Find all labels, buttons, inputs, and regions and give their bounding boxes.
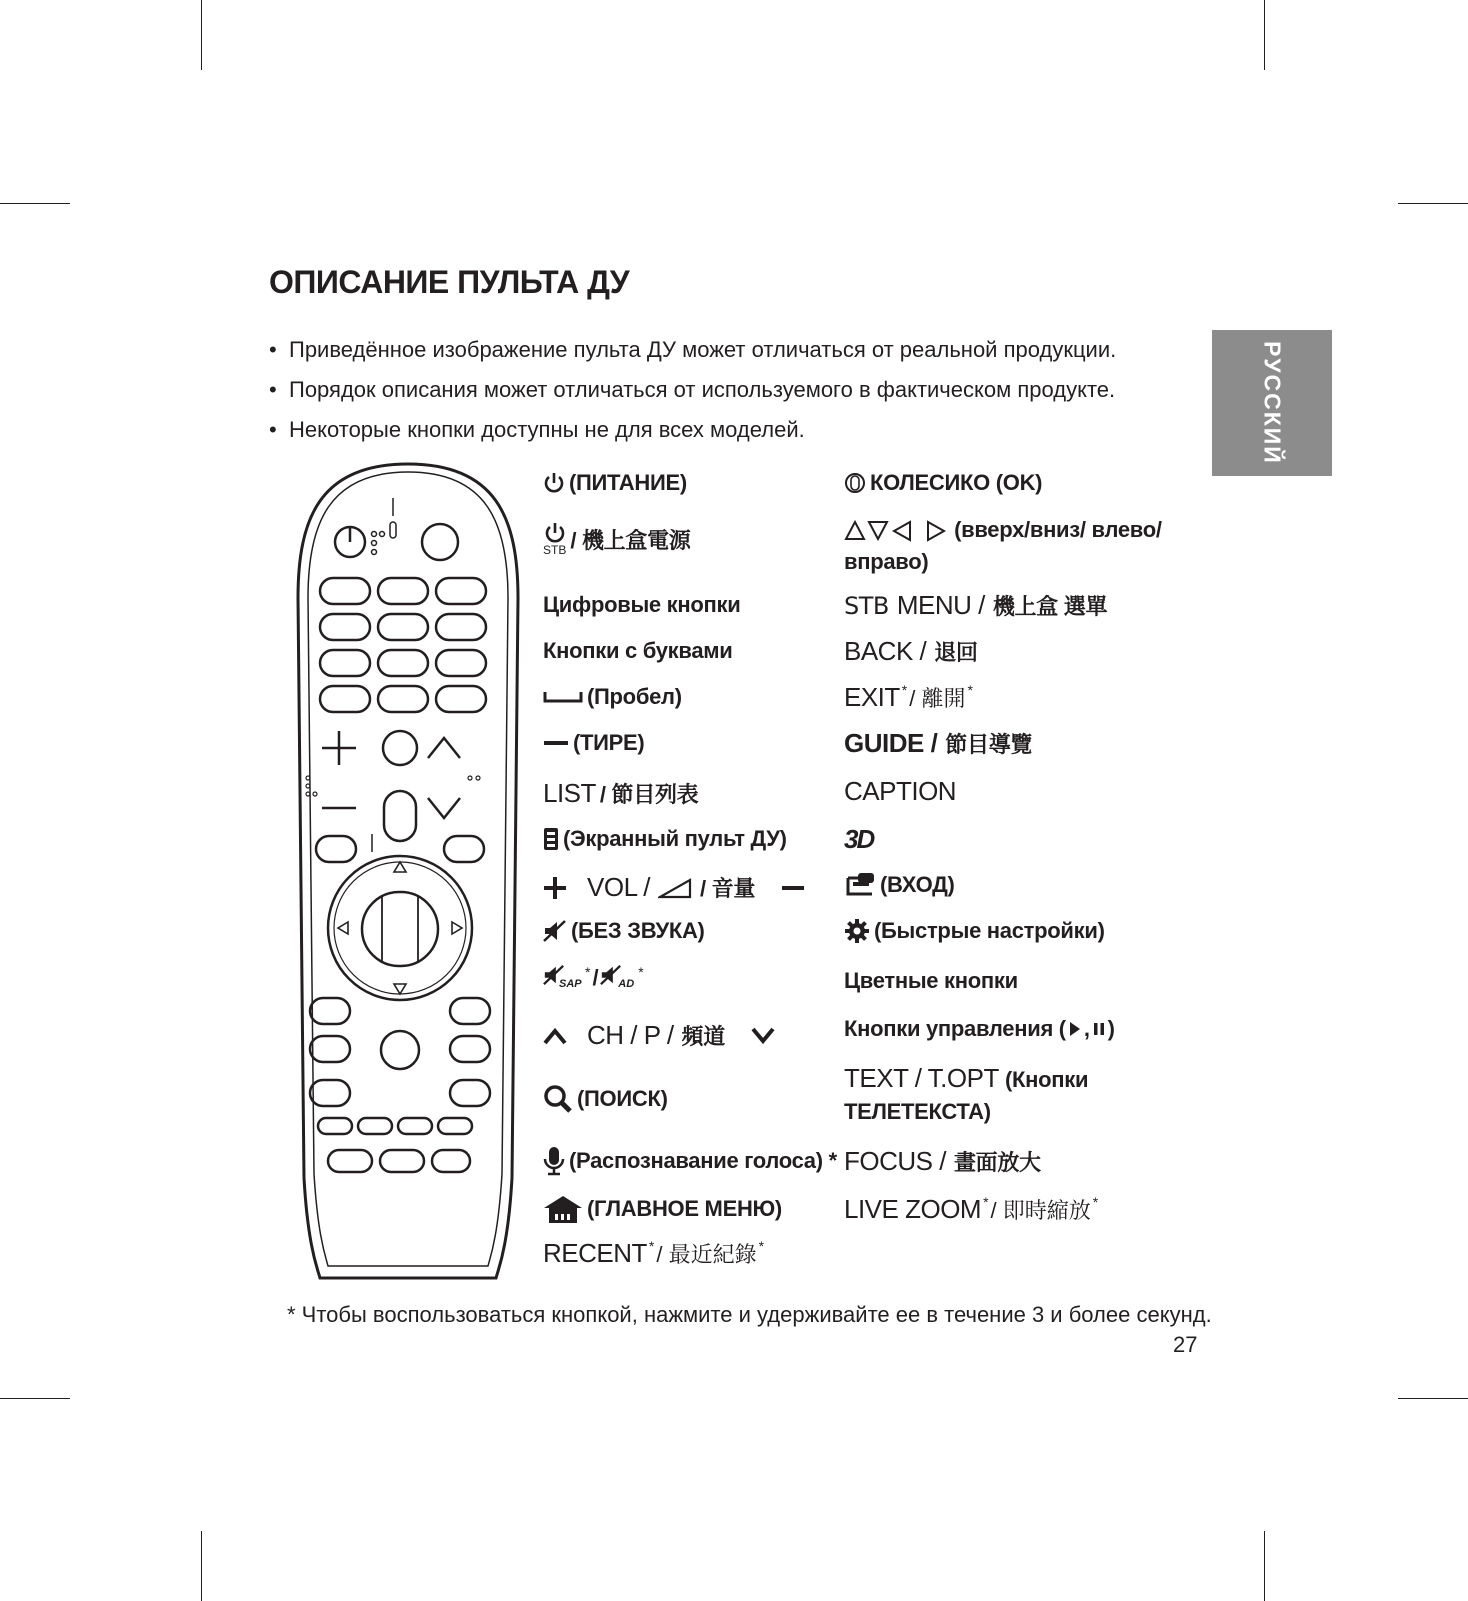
three-d-label: 3D <box>844 824 874 854</box>
star-mark: * <box>967 682 973 698</box>
quick-settings-entry <box>844 918 1105 944</box>
caption-entry <box>844 776 956 807</box>
star-mark: * <box>648 1238 655 1254</box>
crop-mark <box>1398 203 1468 204</box>
volume-entry <box>543 872 805 903</box>
list-item: • Некоторые кнопки доступны не для всех моделей. <box>269 410 1116 450</box>
onscreen-remote-icon <box>543 827 559 851</box>
channel-entry <box>543 1020 775 1051</box>
crop-mark <box>1264 1531 1265 1601</box>
stb-power-icon <box>543 522 566 556</box>
space-label: (Пробел) <box>587 684 682 709</box>
channel-suffix: 頻道 <box>681 1024 725 1049</box>
stb-menu-stb: STB <box>844 591 889 620</box>
stb-power-label: / 機上盒電源 <box>570 527 691 553</box>
dash-label: (ТИРЕ) <box>573 730 645 755</box>
recent-label: RECENT <box>543 1238 647 1268</box>
crop-mark <box>1264 0 1265 70</box>
footnote: * Чтобы воспользоваться кнопкой, нажмите и удерживайте ее в течение 3 и более секунд. <box>287 1302 1212 1327</box>
back-label: BACK / <box>844 636 927 666</box>
volume-suffix: / 音量 <box>700 876 756 901</box>
exit-suffix: / 離開 <box>909 686 966 711</box>
crop-mark <box>1398 1398 1468 1399</box>
focus-entry <box>844 1146 1041 1177</box>
remote-control-illustration <box>290 458 526 1286</box>
star-mark: * <box>901 682 908 698</box>
exit-label: EXIT <box>844 682 900 712</box>
ad-label: AD <box>618 978 635 990</box>
crop-mark <box>201 1531 202 1601</box>
plus-icon <box>543 876 567 900</box>
ad-mute-icon <box>600 964 636 992</box>
power-entry <box>543 470 687 496</box>
space-bar-icon <box>543 690 583 704</box>
slash: / <box>592 965 599 990</box>
arrow-keys-icon <box>844 519 948 543</box>
digit-buttons-entry <box>543 592 740 618</box>
color-buttons-label: Цветные кнопки <box>844 968 1018 993</box>
star-mark: * <box>758 1238 765 1254</box>
focus-suffix: 畫面放大 <box>953 1150 1041 1175</box>
star-mark: * <box>585 964 591 980</box>
home-entry <box>543 1194 782 1224</box>
live-zoom-suffix: / 即時縮放 <box>990 1198 1091 1223</box>
list-suffix: / 節目列表 <box>599 782 699 807</box>
arrows-label: (вверх/вниз/ влево/ вправо) <box>844 517 1162 574</box>
play-icon <box>1069 1021 1081 1037</box>
text-label: TEXT / T.OPT <box>844 1063 999 1093</box>
wheel-icon <box>844 472 866 494</box>
arrows-entry <box>844 514 1164 578</box>
notes-list <box>269 330 1116 450</box>
mute-entry <box>543 918 705 944</box>
input-label: (ВХОД) <box>880 872 955 897</box>
guide-entry <box>844 728 1032 759</box>
text-entry <box>844 1062 1134 1128</box>
color-buttons-entry <box>844 968 1018 994</box>
star-mark: * <box>638 964 644 980</box>
onscreen-remote-entry <box>543 826 787 852</box>
list-item: • Приведённое изображение пульта ДУ может отличаться от реальной продукции. <box>269 330 1116 370</box>
crop-mark <box>0 1398 70 1399</box>
home-label: (ГЛАВНОЕ МЕНЮ) <box>587 1196 782 1221</box>
list-item: • Порядок описания может отличаться от используемого в фактическом продукте. <box>269 370 1116 410</box>
home-icon <box>543 1194 583 1224</box>
wheel-label: КОЛЕСИКО (OK) <box>870 470 1043 495</box>
guide-suffix: 節目導覽 <box>945 732 1033 757</box>
letter-buttons-entry <box>543 638 732 664</box>
stb-power-entry <box>543 522 690 556</box>
stb-menu-entry <box>844 590 1107 621</box>
volume-wedge-icon <box>658 877 692 899</box>
text-suffix: (Кнопки ТЕЛЕТЕКСТА) <box>844 1067 1089 1124</box>
search-entry <box>543 1084 668 1114</box>
chevron-up-icon <box>543 1026 567 1046</box>
back-suffix: 退回 <box>934 640 978 665</box>
voice-label: (Распознавание голоса) * <box>569 1148 837 1173</box>
close-paren: ) <box>1107 1016 1115 1041</box>
dash-icon <box>543 738 569 748</box>
search-label: (ПОИСК) <box>577 1086 668 1111</box>
focus-label: FOCUS / <box>844 1146 946 1176</box>
live-zoom-label: LIVE ZOOM <box>844 1194 982 1224</box>
stb-menu-label: MENU / <box>896 590 985 620</box>
control-buttons-entry <box>844 1016 1115 1042</box>
star-mark: * <box>1092 1194 1099 1210</box>
gear-icon <box>844 918 870 944</box>
wheel-entry <box>844 470 1042 496</box>
list-entry <box>543 778 698 809</box>
guide-label: GUIDE / <box>844 728 938 758</box>
crop-mark <box>201 0 202 70</box>
quick-settings-label: (Быстрые настройки) <box>874 918 1105 943</box>
page-title: ОПИСАНИЕ ПУЛЬТА ДУ <box>269 264 630 300</box>
microphone-icon <box>543 1146 565 1176</box>
input-icon <box>844 872 876 898</box>
search-icon <box>543 1084 573 1114</box>
stb-menu-suffix: 機上盒 選單 <box>992 594 1108 619</box>
digit-buttons-label: Цифровые кнопки <box>543 592 741 617</box>
onscreen-remote-label: (Экранный пульт ДУ) <box>563 826 787 851</box>
language-tab-label: РУССКИЙ <box>1259 341 1286 465</box>
star-mark: * <box>983 1194 989 1210</box>
recent-entry <box>543 1238 764 1269</box>
power-icon <box>543 471 565 495</box>
recent-suffix: / 最近紀錄 <box>656 1242 757 1267</box>
channel-label: CH / P / <box>587 1020 674 1050</box>
voice-entry <box>543 1146 837 1176</box>
control-buttons-label: Кнопки управления ( <box>844 1016 1066 1041</box>
back-entry <box>844 636 978 667</box>
volume-label: VOL / <box>587 872 651 902</box>
page-number: 27 <box>1173 1332 1198 1357</box>
input-entry <box>844 872 955 898</box>
letter-buttons-label: Кнопки с буквами <box>543 638 733 663</box>
caption-label: CAPTION <box>844 776 957 806</box>
live-zoom-entry <box>844 1194 1098 1225</box>
sap-label: SAP <box>559 978 582 990</box>
pause-icon <box>1093 1021 1105 1037</box>
sap-ad-entry <box>543 964 644 992</box>
space-entry <box>543 684 682 710</box>
exit-entry <box>844 682 973 713</box>
mute-icon <box>543 920 567 942</box>
dash-entry <box>543 730 644 756</box>
three-d-entry <box>844 824 873 855</box>
chevron-down-icon <box>751 1026 775 1046</box>
sap-mute-icon <box>543 964 583 992</box>
minus-icon <box>781 876 805 900</box>
mute-label: (БЕЗ ЗВУКА) <box>571 918 705 943</box>
language-tab <box>1212 330 1332 476</box>
list-label: LIST <box>543 778 596 808</box>
stb-sub-label: STB <box>543 543 567 557</box>
crop-mark <box>0 203 70 204</box>
power-label: (ПИТАНИЕ) <box>569 470 687 495</box>
comma: , <box>1083 1016 1090 1041</box>
